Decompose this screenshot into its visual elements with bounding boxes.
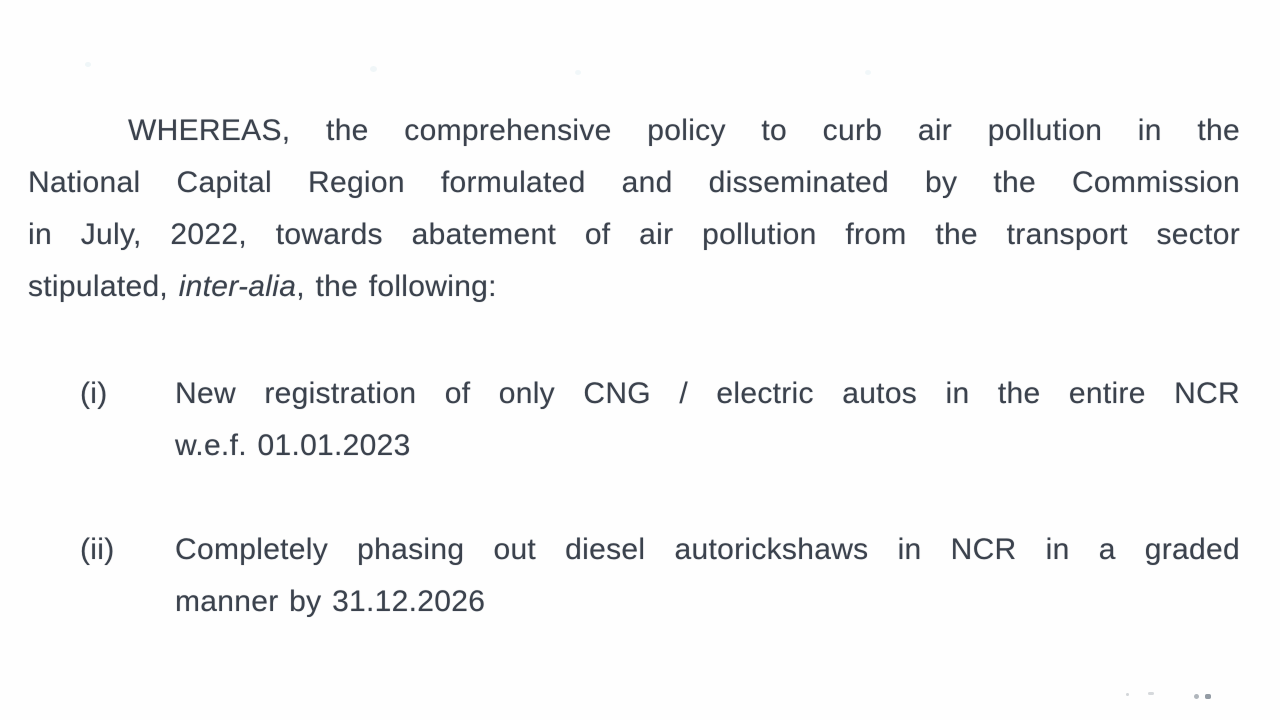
- scan-speck: [85, 62, 91, 67]
- list-item-i-line-1: New registration of only CNG / electric autos in the entire NCR: [175, 377, 1240, 410]
- paragraph-line-4-latin-phrase: inter-alia: [178, 270, 297, 303]
- scan-artifact: [1126, 693, 1129, 696]
- list-item-ii-line-2: manner by 31.12.2026: [175, 585, 486, 618]
- whereas-paragraph: [28, 105, 1240, 313]
- paragraph-line-4-prefix: stipulated,: [28, 270, 179, 303]
- paragraph-line-4: [28, 261, 1240, 313]
- scan-speck: [370, 66, 377, 72]
- paragraph-line-2: National Capital Region formulated and disseminated by the Commission: [28, 166, 1240, 199]
- list-item-i-text: [175, 368, 1240, 472]
- paragraph-line-3: in July, 2022, towards abatement of air pollution from the transport sector: [28, 218, 1240, 251]
- list-item-i-line-2: w.e.f. 01.01.2023: [175, 429, 411, 462]
- scan-artifact: [1148, 692, 1154, 695]
- scan-artifact: [1194, 694, 1199, 699]
- scan-speck: [575, 70, 581, 75]
- paragraph-line-4-suffix: , the following:: [296, 270, 497, 303]
- list-item-i-marker: (i): [80, 377, 108, 410]
- list-item-ii: [28, 524, 1240, 628]
- list-item-i: [28, 368, 1240, 472]
- scan-speck: [865, 70, 871, 75]
- scan-artifact: [1205, 694, 1211, 699]
- list-item-ii-line-1: Completely phasing out diesel autorickshaws in NCR in a graded: [175, 533, 1240, 566]
- list-item-ii-text: [175, 524, 1240, 628]
- document-body: [28, 105, 1240, 628]
- list-item-ii-marker: (ii): [80, 533, 115, 566]
- paragraph-line-1: WHEREAS, the comprehensive policy to curb air pollution in the: [128, 114, 1240, 147]
